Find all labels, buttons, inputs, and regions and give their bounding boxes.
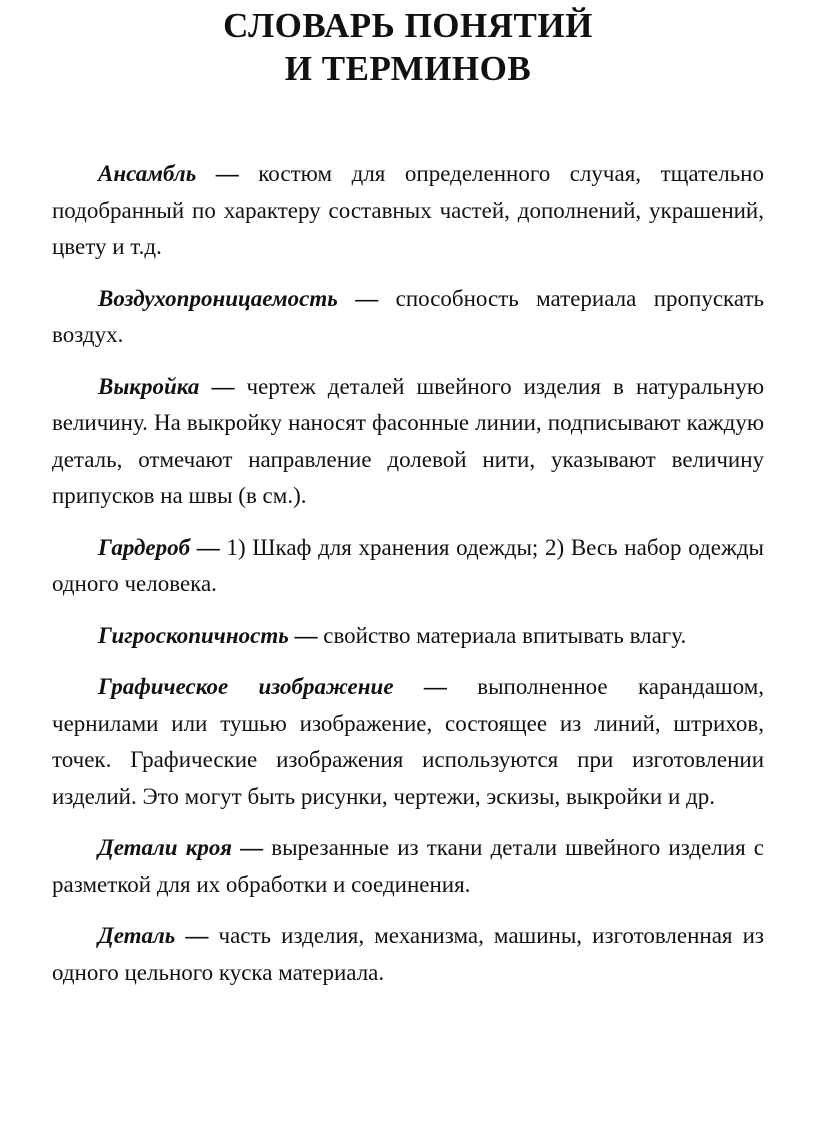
glossary-term: Гардероб [98, 534, 191, 560]
glossary-term: Деталь [98, 923, 176, 948]
page-title [52, 4, 764, 90]
glossary-term: Выкройка [98, 373, 200, 399]
glossary-term: Графическое изображение [98, 674, 394, 699]
term-dash: — [240, 835, 264, 860]
term-dash: — [215, 161, 239, 186]
glossary-definition: чертеж деталей швейного изделия в натуральную величину. На выкройку наносят фасонные линии, подписывают каждую деталь, отмечают направление долевой нити, указывают величину припусков на швы (в см.). [52, 373, 765, 508]
glossary-term: Воздухопроницаемость [98, 285, 338, 311]
glossary-definition: выполненное карандашом, чернилами или тушью изображение, состоящее из линий, штрихов, точек. Графические изображения используются при изготовлении изделий. Это могут быть рисунки, чертежи, эскизы, выкройки и др. [52, 674, 765, 809]
glossary-entry-detali-kroya [52, 830, 764, 903]
term-dash: — [355, 285, 379, 311]
term-dash: — [294, 622, 318, 648]
term-dash: — [211, 373, 235, 399]
glossary-entry-vykroika [52, 369, 764, 515]
term-dash: — [423, 674, 447, 699]
glossary-definition: 1) Шкаф для хранения одежды; 2) Весь набор одежды одного человека. [52, 534, 764, 596]
glossary-definition: способность материала пропускать воздух. [52, 285, 765, 347]
glossary-entry-vozdukhopronitsaemost [52, 281, 764, 354]
glossary-term: Ансамбль [98, 161, 197, 186]
glossary-entry-gigroskopichnost [52, 618, 764, 655]
page-title-line-1: СЛОВАРЬ ПОНЯТИЙ [223, 6, 593, 45]
term-dash: — [185, 923, 209, 948]
glossary-entry-ansambl [52, 156, 764, 266]
glossary-term: Детали кроя [98, 835, 232, 860]
glossary-entry-garderob [52, 530, 764, 603]
page-title-line-2: И ТЕРМИНОВ [284, 49, 532, 88]
glossary-definition: свойство материала впитывать влагу. [323, 622, 687, 648]
glossary-definition: часть изделия, механизма, машины, изготовленная из одного цельного куска материала. [52, 923, 764, 985]
glossary-definition: вырезанные из ткани детали швейного изделия с разметкой для их обработки и соединения. [52, 835, 765, 897]
term-dash: — [196, 534, 220, 560]
glossary-definition: костюм для определенного случая, тщательно подобранный по характеру составных частей, дополнений, украшений, цвету и т.д. [52, 161, 764, 259]
glossary-entry-graficheskoe-izobrazhenie [52, 669, 764, 815]
glossary-entry-detal [52, 918, 764, 991]
glossary-list [52, 156, 764, 991]
glossary-term: Гигроскопичность [98, 622, 289, 648]
